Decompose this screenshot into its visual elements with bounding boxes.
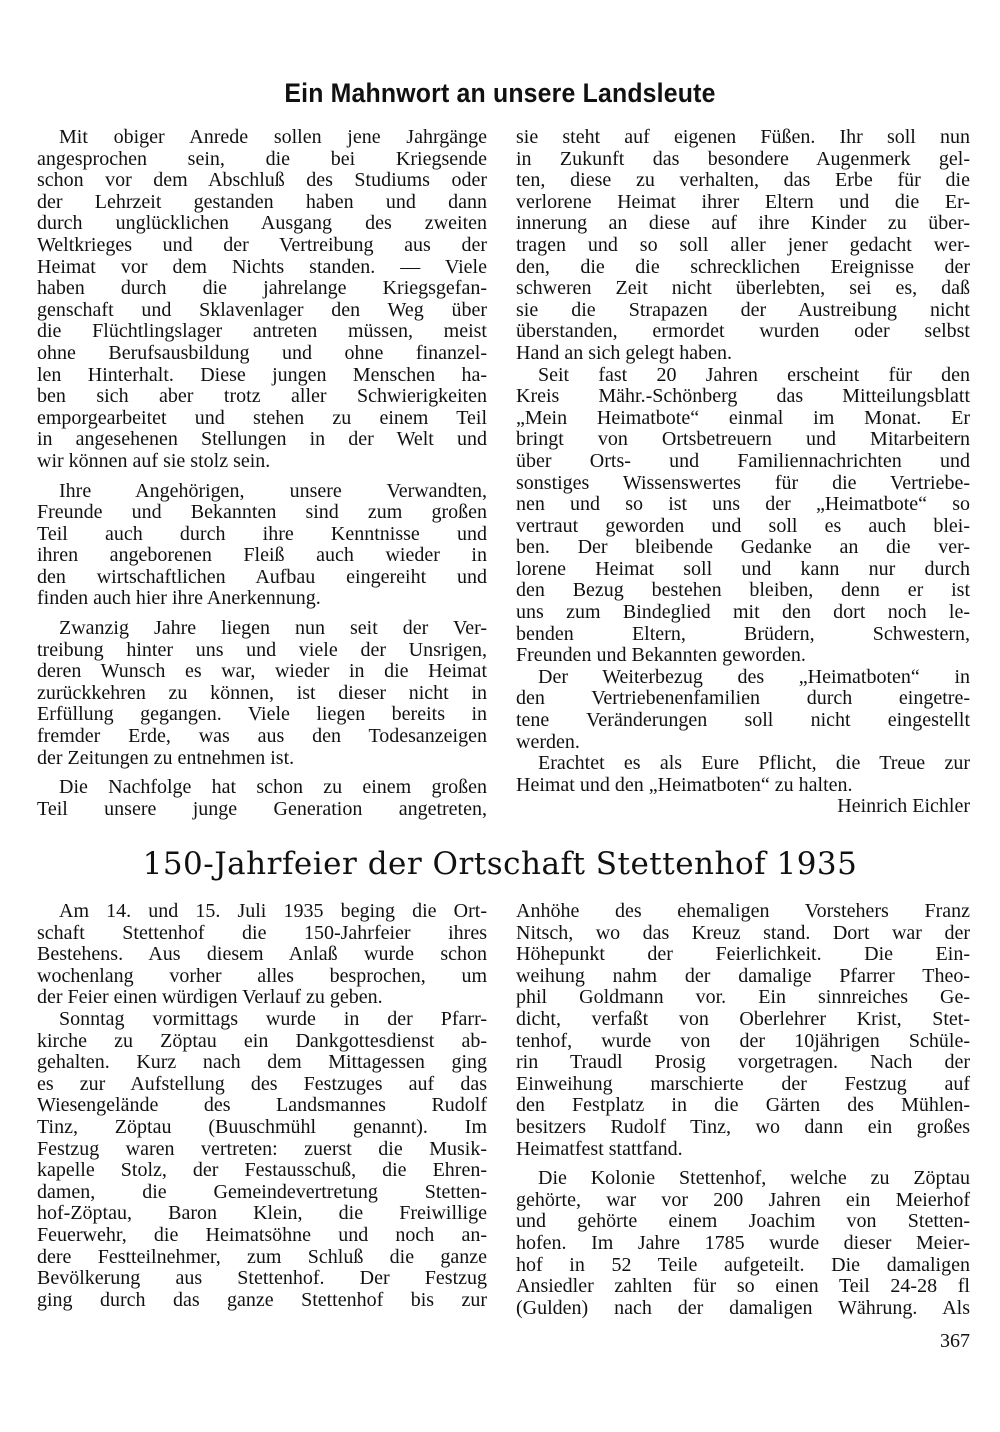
- text-line: ten, diese zu verhalten, das Erbe für die: [516, 169, 970, 192]
- text-line: (Gulden) nach der damaligen Währung. Als: [516, 1296, 970, 1319]
- text-line: den wirtschaftlichen Aufbau eingereiht und: [37, 565, 487, 588]
- text-line: den Bezug bestehen bleiben, denn er ist: [516, 579, 970, 602]
- text-line: Nitsch, wo das Kreuz stand. Dort war der: [516, 921, 970, 944]
- text-line: genschaft und Sklavenlager den Weg über: [37, 298, 487, 321]
- text-line: Am 14. und 15. Juli 1935 beging die Ort-: [59, 900, 487, 922]
- text-line: „Mein Heimatbote“ einmal im Monat. Er: [516, 406, 970, 429]
- paragraph: [516, 753, 970, 796]
- paragraph: [516, 901, 970, 1160]
- text-line: überstanden, ermordet wurden oder selbst: [516, 320, 970, 343]
- text-line: gehalten. Kurz nach dem Mittagessen ging: [37, 1051, 487, 1074]
- text-line: den Vertriebenenfamilien durch eingetre-: [516, 687, 970, 710]
- text-line: Festzug waren vertreten: zuerst die Musik-: [37, 1137, 487, 1160]
- paragraph: [516, 1168, 970, 1319]
- text-line: benden Eltern, Brüdern, Schwestern,: [516, 622, 970, 645]
- article-1-right-column: [516, 127, 970, 818]
- paragraph: [37, 901, 487, 1009]
- paragraph: [37, 1009, 487, 1311]
- article-2-title: 150-Jahrfeier der Ortschaft Stettenhof 1935: [142, 846, 858, 882]
- text-line: kirche zu Zöptau ein Dankgottesdienst ab-: [37, 1029, 487, 1052]
- text-line: innerung an diese auf ihre Kinder zu über-: [516, 212, 970, 235]
- text-line: Hand an sich gelegt haben.: [516, 341, 733, 364]
- text-line: Einweihung marschierte der Festzug auf: [516, 1072, 970, 1095]
- text-line: Die Kolonie Stettenhof, welche zu Zöptau: [538, 1167, 970, 1190]
- article-1-title: Ein Mahnwort an unsere Landsleute: [284, 78, 716, 108]
- text-line: bringt von Ortsbetreuern und Mitarbeitern: [516, 428, 970, 451]
- page-number: 367: [940, 1330, 970, 1352]
- paragraph: [516, 365, 970, 667]
- text-line: werden.: [516, 730, 580, 753]
- text-line: phil Goldmann vor. Ein sinnreiches Ge-: [516, 986, 970, 1009]
- text-line: kapelle Stolz, der Festausschuß, die Ehren-: [37, 1159, 487, 1182]
- text-line: ihren angeborenen Fleiß auch wieder in: [37, 544, 487, 567]
- text-line: haben durch die jahrelange Kriegsgefan-: [37, 277, 487, 300]
- text-line: Die Nachfolge hat schon zu einem großen: [59, 776, 487, 799]
- text-line: der Zeitungen zu entnehmen ist.: [37, 746, 295, 769]
- text-line: damen, die Gemeindevertretung Stetten-: [37, 1180, 487, 1203]
- text-line: len Hinterhalt. Diese jungen Menschen ha-: [37, 363, 487, 386]
- text-line: Freunden und Bekannten geworden.: [516, 644, 806, 667]
- text-line: Erachtet es als Eure Pflicht, die Treue zur: [538, 752, 970, 775]
- text-line: sie die Strapazen der Austreibung nicht: [516, 298, 970, 321]
- text-line: Anhöhe des ehemaligen Vorstehers Franz: [516, 900, 970, 922]
- text-line: die Flüchtlingslager antreten müssen, meist: [37, 320, 487, 343]
- article-2-left-column: [37, 901, 487, 1311]
- text-line: tenhof, wurde von der 10jährigen Schüle-: [516, 1029, 970, 1052]
- text-line: lorene Heimat soll und kann nur durch: [516, 557, 970, 580]
- text-line: hof in 52 Teile aufgeteilt. Die damaligen: [516, 1253, 970, 1276]
- text-line: Teil auch durch ihre Kenntnisse und: [37, 522, 487, 545]
- text-line: Bevölkerung aus Stettenhof. Der Festzug: [37, 1267, 487, 1290]
- text-line: Ihre Angehörigen, unsere Verwandten,: [59, 479, 487, 502]
- text-line: Sonntag vormittags wurde in der Pfarr-: [59, 1007, 487, 1030]
- text-line: verlorene Heimat ihrer Eltern und die Er-: [516, 190, 970, 213]
- text-line: besitzers Rudolf Tinz, wo dann ein großes: [516, 1115, 970, 1138]
- paragraph: [37, 777, 487, 820]
- text-line: vertraut geworden und soll es auch blei-: [516, 514, 970, 537]
- article-2-right-column: [516, 901, 970, 1327]
- text-line: ohne Berufsausbildung und ohne finanzel-: [37, 341, 487, 364]
- text-line: tene Veränderungen soll nicht eingestellt: [516, 709, 970, 732]
- text-line: finden auch hier ihre Anerkennung.: [37, 587, 321, 610]
- text-line: Heimat vor dem Nichts standen. — Viele: [37, 255, 487, 278]
- text-line: in Zukunft das besondere Augenmerk gel-: [516, 147, 970, 170]
- paragraph: [516, 667, 970, 753]
- text-line: treibung hinter uns und viele der Unsrigen,: [37, 638, 487, 661]
- text-line: wir können auf sie stolz sein.: [37, 449, 271, 472]
- paragraph: [37, 127, 487, 473]
- article-1-signature: Heinrich Eichler: [837, 795, 970, 818]
- text-line: durch unglücklichen Ausgang des zweiten: [37, 212, 487, 235]
- text-line: schon vor dem Abschluß des Studiums oder: [37, 169, 487, 192]
- text-line: fremder Erde, was aus den Todesanzeigen: [37, 725, 487, 748]
- text-line: gehörte, war vor 200 Jahren ein Meierhof: [516, 1188, 970, 1211]
- text-line: zurückkehren zu können, ist dieser nicht in: [37, 681, 487, 704]
- text-line: Ansiedler zahlten für so einen Teil 24-28 fl: [516, 1275, 970, 1298]
- text-line: ben. Der bleibende Gedanke an die ver-: [516, 536, 970, 559]
- text-line: Erfüllung gegangen. Viele liegen bereits in: [37, 703, 487, 726]
- text-line: Feuerwehr, die Heimatsöhne und noch an-: [37, 1223, 487, 1246]
- text-line: weihung nahm der damalige Pfarrer Theo-: [516, 964, 970, 987]
- text-line: deren Wunsch es war, wieder in die Heimat: [37, 660, 487, 683]
- paragraph: [516, 127, 970, 365]
- text-line: Heimatfest stattfand.: [516, 1137, 683, 1160]
- text-line: über Orts- und Familiennachrichten und: [516, 449, 970, 472]
- text-line: schaft Stettenhof die 150-Jahrfeier ihres: [37, 921, 487, 944]
- article-1-left-column: [37, 127, 487, 828]
- text-line: der Lehrzeit gestanden haben und dann: [37, 190, 487, 213]
- text-line: tragen und so soll aller jener gedacht wer-: [516, 233, 970, 256]
- text-line: Mit obiger Anrede sollen jene Jahrgänge: [59, 126, 487, 148]
- text-line: hofen. Im Jahre 1785 wurde dieser Meier-: [516, 1231, 970, 1254]
- text-line: ging durch das ganze Stettenhof bis zur: [37, 1288, 487, 1311]
- text-line: Teil unsere junge Generation angetreten,: [37, 797, 487, 820]
- text-line: Bestehens. Aus diesem Anlaß wurde schon: [37, 943, 487, 966]
- text-line: Heimat und den „Heimatboten“ zu halten.: [516, 773, 853, 796]
- text-line: in angesehenen Stellungen in der Welt und: [37, 428, 487, 451]
- text-line: Freunde und Bekannten sind zum großen: [37, 501, 487, 524]
- text-line: emporgearbeitet und stehen zu einem Teil: [37, 406, 487, 429]
- text-line: Kreis Mähr.-Schönberg das Mitteilungsblatt: [516, 385, 970, 408]
- text-line: angesprochen sein, die bei Kriegsende: [37, 147, 487, 170]
- text-line: Der Weiterbezug des „Heimatboten“ in: [538, 665, 970, 688]
- text-line: Zwanzig Jahre liegen nun seit der Ver-: [59, 617, 487, 640]
- paragraph: [37, 481, 487, 611]
- text-line: den, die die schrecklichen Ereignisse der: [516, 255, 970, 278]
- text-line: ben sich aber trotz aller Schwierigkeiten: [37, 385, 487, 408]
- text-line: sonstiges Wissenswertes für die Vertriebe-: [516, 471, 970, 494]
- text-line: wochenlang vorher alles besprochen, um: [37, 964, 487, 987]
- text-line: Wiesengelände des Landsmannes Rudolf: [37, 1094, 487, 1117]
- text-line: Seit fast 20 Jahren erscheint für den: [538, 363, 970, 386]
- text-line: es zur Aufstellung des Festzuges auf das: [37, 1072, 487, 1095]
- text-line: dicht, verfaßt von Oberlehrer Krist, Stet-: [516, 1007, 970, 1030]
- text-line: uns zum Bindeglied mit den dort noch le-: [516, 601, 970, 624]
- text-line: schweren Zeit nicht überlebten, sei es, daß: [516, 277, 970, 300]
- text-line: und gehörte einem Joachim von Stetten-: [516, 1210, 970, 1233]
- text-line: den Festplatz in die Gärten des Mühlen-: [516, 1094, 970, 1117]
- text-line: hof-Zöptau, Baron Klein, die Freiwillige: [37, 1202, 487, 1225]
- text-line: Höhepunkt der Feierlichkeit. Die Ein-: [516, 943, 970, 966]
- text-line: der Feier einen würdigen Verlauf zu geben.: [37, 986, 383, 1009]
- text-line: nen und so ist uns der „Heimatbote“ so: [516, 493, 970, 516]
- text-line: sie steht auf eigenen Füßen. Ihr soll nun: [516, 126, 970, 148]
- text-line: dere Festteilnehmer, zum Schluß die ganze: [37, 1245, 487, 1268]
- text-line: rin Traudl Prosig vorgetragen. Nach der: [516, 1051, 970, 1074]
- text-line: Weltkrieges und der Vertreibung aus der: [37, 233, 487, 256]
- paragraph: [37, 618, 487, 769]
- text-line: Tinz, Zöptau (Buuschmühl genannt). Im: [37, 1115, 487, 1138]
